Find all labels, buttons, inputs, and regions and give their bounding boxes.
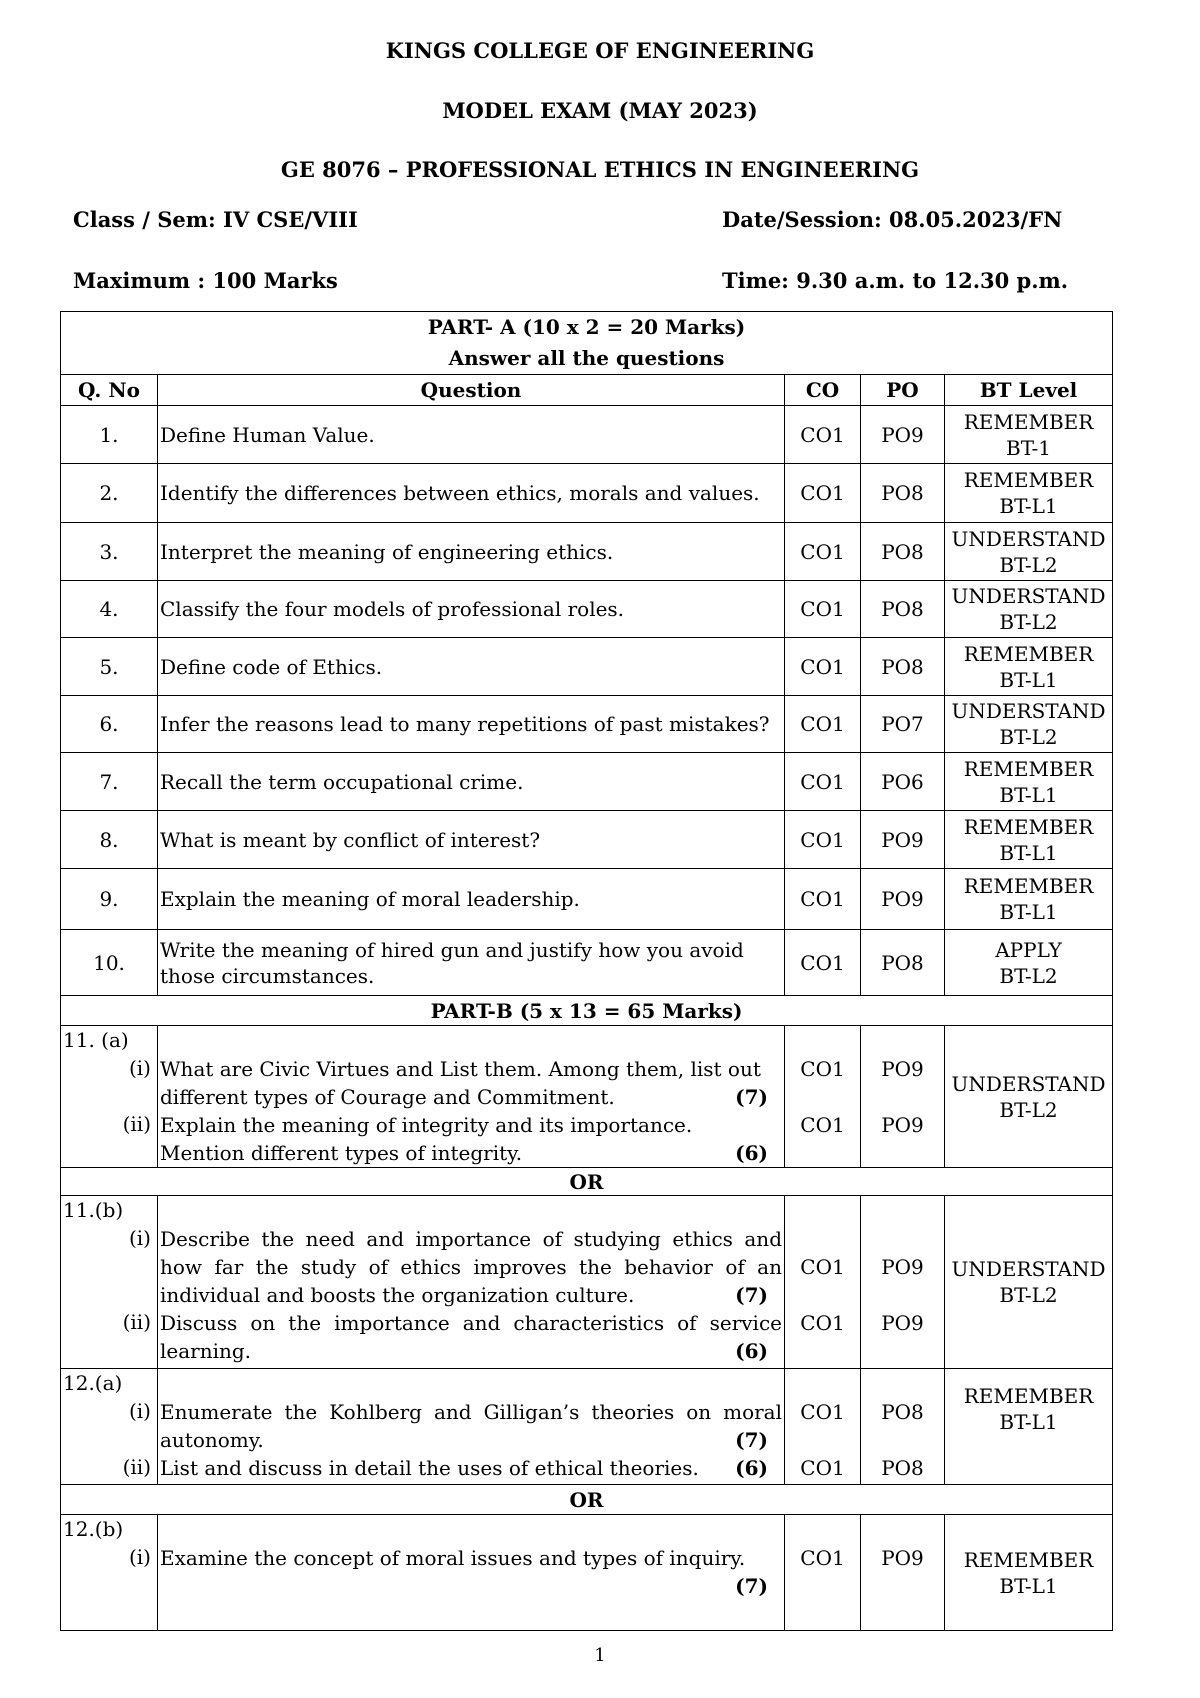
question-number: 5. — [61, 638, 158, 696]
question-number: 8. — [61, 811, 158, 869]
po-value: PO8 — [861, 464, 945, 523]
question-number: 7. — [61, 753, 158, 811]
co-value: CO1 — [785, 406, 861, 464]
table-row — [61, 1515, 1113, 1631]
question-number: 2. — [61, 464, 158, 523]
co-value: CO1 — [785, 581, 861, 638]
date-session: Date/Session: 08.05.2023/FN — [722, 207, 1063, 232]
question-text: What is meant by conflict of interest? — [158, 811, 785, 869]
question-text: Write the meaning of hired gun and justify how you avoid those circumstances. — [158, 930, 785, 996]
part-a-header — [61, 312, 1113, 375]
po-value: PO8 — [861, 930, 945, 996]
part-b-header — [61, 996, 1113, 1026]
question-text: Enumerate the Kohlberg and Gilligan’s theories on moral autonomy. (7) List and discuss in detail the uses of ethical theories. (6) — [158, 1369, 785, 1485]
table-row — [61, 464, 1113, 523]
co-value: CO1 — [785, 1515, 861, 1631]
col-bt-level: BT Level — [945, 375, 1113, 406]
col-co: CO — [785, 375, 861, 406]
question-text: Classify the four models of professional roles. — [158, 581, 785, 638]
question-number: 9. — [61, 869, 158, 930]
col-qno: Q. No — [61, 375, 158, 406]
table-row — [61, 1369, 1113, 1485]
question-number: 4. — [61, 581, 158, 638]
question-text: Explain the meaning of moral leadership. — [158, 869, 785, 930]
question-number: 3. — [61, 523, 158, 581]
table-row — [61, 638, 1113, 696]
table-row — [61, 581, 1113, 638]
co-value: CO1 CO1 — [785, 1369, 861, 1485]
question-number: 11. (a) (i) (ii) — [61, 1026, 158, 1168]
bt-level: UNDERSTAND BT-L2 — [945, 1196, 1113, 1369]
po-value: PO6 — [861, 753, 945, 811]
po-value: PO9 PO9 — [861, 1196, 945, 1369]
co-value: CO1 — [785, 523, 861, 581]
column-header-row — [61, 375, 1113, 406]
course-title: GE 8076 – PROFESSIONAL ETHICS IN ENGINEERING — [280, 157, 920, 182]
page-number: 1 — [594, 1645, 606, 1666]
po-value: PO9 — [861, 406, 945, 464]
table-row — [61, 930, 1113, 996]
po-value: PO8 PO8 — [861, 1369, 945, 1485]
question-number: 11.(b) (i) (ii) — [61, 1196, 158, 1369]
question-number: 10. — [61, 930, 158, 996]
question-table — [60, 311, 1113, 1631]
bt-level: REMEMBER BT-L1 — [945, 811, 1113, 869]
co-value: CO1 — [785, 696, 861, 753]
bt-level: REMEMBER BT-L1 — [945, 1369, 1113, 1485]
question-text: Recall the term occupational crime. — [158, 753, 785, 811]
exam-time: Time: 9.30 a.m. to 12.30 p.m. — [722, 268, 1069, 293]
table-row — [61, 406, 1113, 464]
co-value: CO1 — [785, 753, 861, 811]
col-po: PO — [861, 375, 945, 406]
co-value: CO1 — [785, 930, 861, 996]
part-b-title: PART-B (5 x 13 = 65 Marks) — [61, 996, 1113, 1026]
class-sem: Class / Sem: IV CSE/VIII — [73, 207, 358, 232]
po-value: PO9 — [861, 1515, 945, 1631]
question-number: 12.(b) (i) — [61, 1515, 158, 1631]
question-text: Define Human Value. — [158, 406, 785, 464]
bt-level: REMEMBER BT-L1 — [945, 638, 1113, 696]
table-row — [61, 1026, 1113, 1168]
po-value: PO8 — [861, 523, 945, 581]
po-value: PO8 — [861, 581, 945, 638]
po-value: PO8 — [861, 638, 945, 696]
exam-title: MODEL EXAM (MAY 2023) — [442, 98, 758, 123]
bt-level: REMEMBER BT-L1 — [945, 1515, 1113, 1631]
co-value: CO1 CO1 — [785, 1026, 861, 1168]
col-question: Question — [158, 375, 785, 406]
bt-level: REMEMBER BT-1 — [945, 406, 1113, 464]
bt-level: REMEMBER BT-L1 — [945, 869, 1113, 930]
part-a-title: PART- A (10 x 2 = 20 Marks) — [427, 315, 746, 339]
co-value: CO1 — [785, 811, 861, 869]
table-row — [61, 696, 1113, 753]
table-row — [61, 869, 1113, 930]
or-separator: OR — [61, 1485, 1113, 1515]
co-value: CO1 — [785, 638, 861, 696]
question-text: Describe the need and importance of studying ethics and how far the study of ethics improves the behavior of an individual and boosts the organization culture. (7) Discuss on the importance and characteristics of service learning. (6) — [158, 1196, 785, 1369]
co-value: CO1 CO1 — [785, 1196, 861, 1369]
bt-level: REMEMBER BT-L1 — [945, 464, 1113, 523]
table-row — [61, 811, 1113, 869]
maximum-marks: Maximum : 100 Marks — [73, 268, 338, 293]
part-a-instruction: Answer all the questions — [448, 346, 725, 370]
bt-level: UNDERSTAND BT-L2 — [945, 581, 1113, 638]
po-value: PO9 — [861, 811, 945, 869]
question-number: 1. — [61, 406, 158, 464]
question-number: 12.(a) (i) (ii) — [61, 1369, 158, 1485]
bt-level: UNDERSTAND BT-L2 — [945, 696, 1113, 753]
question-number: 6. — [61, 696, 158, 753]
bt-level: UNDERSTAND BT-L2 — [945, 1026, 1113, 1168]
co-value: CO1 — [785, 464, 861, 523]
po-value: PO7 — [861, 696, 945, 753]
bt-level: UNDERSTAND BT-L2 — [945, 523, 1113, 581]
po-value: PO9 — [861, 869, 945, 930]
table-row — [61, 523, 1113, 581]
or-row — [61, 1485, 1113, 1515]
question-text: Examine the concept of moral issues and types of inquiry. (7) — [158, 1515, 785, 1631]
co-value: CO1 — [785, 869, 861, 930]
question-text: What are Civic Virtues and List them. Among them, list out different types of Courage and Commitment. (7) Explain the meaning of integrity and its importance. Mention different types of integrity. (6) — [158, 1026, 785, 1168]
bt-level: REMEMBER BT-L1 — [945, 753, 1113, 811]
table-row — [61, 753, 1113, 811]
question-text: Interpret the meaning of engineering ethics. — [158, 523, 785, 581]
or-separator: OR — [61, 1168, 1113, 1196]
college-name: KINGS COLLEGE OF ENGINEERING — [385, 38, 815, 63]
table-row — [61, 1196, 1113, 1369]
bt-level: APPLY BT-L2 — [945, 930, 1113, 996]
or-row — [61, 1168, 1113, 1196]
question-text: Identify the differences between ethics, morals and values. — [158, 464, 785, 523]
po-value: PO9 PO9 — [861, 1026, 945, 1168]
question-text: Define code of Ethics. — [158, 638, 785, 696]
question-text: Infer the reasons lead to many repetitions of past mistakes? — [158, 696, 785, 753]
